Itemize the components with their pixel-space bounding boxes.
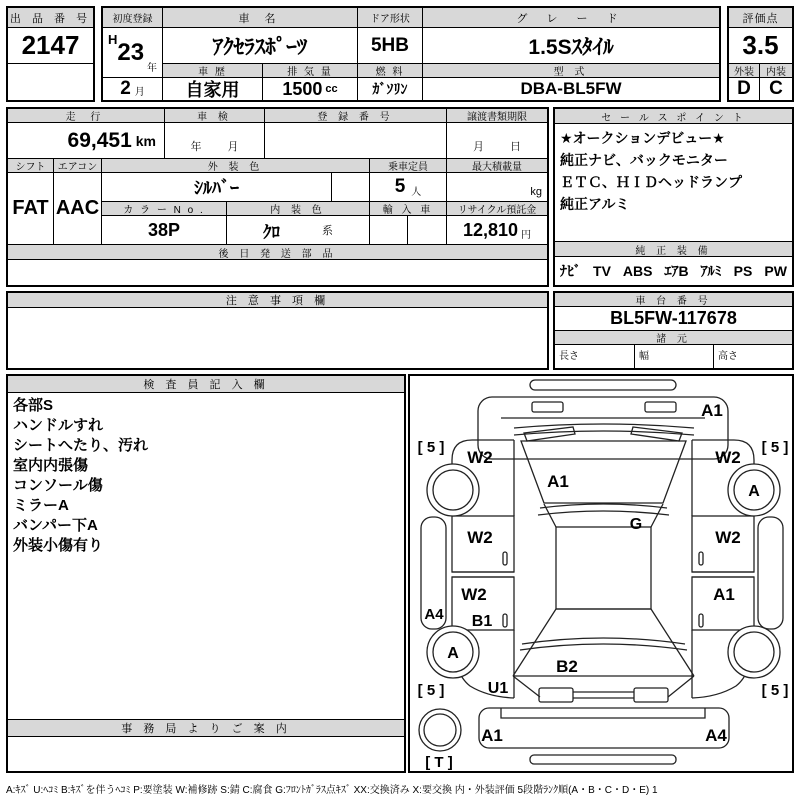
rear-bumper-step [501,708,705,718]
spare-tire-label: [ T ] [425,754,453,771]
shaken-label: 車 検 [165,109,265,123]
tire-depth-front-right: [ 5 ] [761,439,789,456]
shift-value: FAT [8,173,54,245]
equipment-item: ﾅﾋﾞ [560,263,581,279]
later-parts-value [8,260,547,285]
reg-month-unit: 月 [134,87,145,98]
capacity-unit: 人 [411,187,422,198]
first-registration-year [103,28,163,78]
lot-number-box [6,6,95,102]
first-registration-month [103,78,163,100]
damage-marker-a4-sill-left: A4 [424,606,444,623]
damage-marker-b1-door-rear-left: B1 [471,613,493,630]
sales-points-content [555,124,792,242]
equipment-item: ABS [622,263,653,279]
exterior-color-label: 外 装 色 [102,159,370,173]
registration-number-label: 登 録 番 号 [265,109,447,123]
wipers [524,427,682,441]
score-label: 評価点 [729,8,792,28]
inspector-note-line: 外装小傷有り [13,537,104,554]
inspector-box [6,374,406,773]
import-label: 輸 入 車 [370,202,447,216]
grade-value: 1.5Sｽﾀｲﾙ [423,28,719,64]
cowl-band [514,424,694,435]
inspector-note-line: 室内内張傷 [13,457,89,474]
mileage-value [8,123,165,159]
transfer-month-placeholder: 月 [473,141,484,153]
exterior-grade-value: D [729,78,760,100]
aircon-value: AAC [54,173,102,245]
mileage-label: 走 行 [8,109,165,123]
displacement-label: 排 気 量 [263,64,358,78]
door-handle-fl [503,552,507,565]
vehicle-header-table [101,6,721,102]
hatch-lower-sides [513,676,694,697]
score-value: 3.5 [729,28,792,64]
door-separators [452,572,754,577]
recycle-deposit-value [447,216,547,245]
chassis-number-label: 車 台 番 号 [555,293,792,307]
exterior-color-value: ｼﾙﾊﾞｰ [102,173,332,202]
equipment-row [555,257,792,285]
sales-point-line: 純正ナビ、バックモニター [560,152,728,168]
equipment-item: TV [593,263,611,279]
sales-point-line: ★オークションデビュー★ [560,130,725,146]
inspector-notes [8,393,404,720]
damage-marker-a4-bumper-right: A4 [705,726,727,745]
displacement-number: 1500 [282,78,323,99]
equipment-item: ｱﾙﾐ [700,263,722,279]
inspector-note-line: 各部S [13,397,54,414]
transfer-deadline-value [447,123,547,159]
registration-number-value [265,123,447,159]
notes-content [8,308,547,368]
fuel-label: 燃 料 [358,64,423,78]
first-registration-label: 初度登録 [103,8,163,28]
damage-diagram-box [408,374,794,773]
exterior-color-sub-cell [332,173,370,202]
mileage-number: 69,451 [67,128,132,152]
notes-label: 注 意 事 項 欄 [8,293,547,308]
hatch-band [520,638,687,650]
headlight-right [645,402,676,412]
interior-color-suffix: 系 [322,225,333,237]
displacement-unit: cc [325,83,338,95]
office-label: 事 務 局 よ り ご 案 内 [8,720,404,737]
spec-width-label: 幅 [635,345,714,368]
max-load-label: 最大積載量 [447,159,547,173]
lot-number-empty [8,64,93,100]
recycle-number: 12,810 [462,219,519,240]
inspector-note-line: ハンドルすれ [13,417,104,434]
transfer-day-placeholder: 日 [510,141,521,153]
reg-year-unit: 年 [147,63,158,74]
door-handle-fr [699,552,703,565]
a-pillars [544,504,663,527]
model-code-label: 型 式 [423,64,719,78]
specs-label: 諸 元 [555,331,792,345]
rear-hatch-glass [513,609,694,676]
chassis-number-value: BL5FW-117678 [555,307,792,331]
history-value: 自家用 [163,78,263,100]
damage-marker-a1-front: A1 [701,401,723,420]
equipment-item: ｴｱB [664,263,689,279]
recycle-deposit-label: リサイクル預託金 [447,202,547,216]
shaken-year-placeholder: 年 [190,141,202,153]
later-parts-label: 後 日 発 送 部 品 [8,245,547,260]
inspector-note-line: バンパー下A [13,517,98,534]
color-number-value: 38P [102,216,227,245]
door-shape-label: ドア形状 [358,8,423,28]
shaken-month-placeholder: 月 [227,141,239,153]
damage-code-legend: A:ｷｽﾞ U:ﾍｺﾐ B:ｷｽﾞを伴うﾍｺﾐ P:要塗装 W:補修跡 S:錆 C:腐食 G:ﾌﾛﾝﾄｶﾞﾗｽ点ｷｽﾞ XX:交換済み X:要交換 内・外装評価 5段階ﾗﾝｸ順(A・B・C・D・E) 1 [6,785,658,796]
damage-marker-u1-quarter-left: U1 [487,680,509,697]
notes-box [6,291,549,370]
damage-marker-a1-bumper-left: A1 [481,726,503,745]
interior-color-value [227,216,370,245]
sales-points-box [553,107,794,287]
damage-marker-a1-hood: A1 [547,472,569,491]
damage-marker-w2-door-front-right: W2 [715,528,741,547]
sill-right [758,517,783,629]
damage-marker-w2-fender-right: W2 [715,448,741,467]
rear-bar [530,755,676,764]
import-cell-1 [370,216,408,245]
sales-point-line: ＥＴＣ、ＨＩＤヘッドランプ [560,174,742,190]
door-handle-rl [503,614,507,627]
aircon-label: エアコン [54,159,102,173]
sales-points-label: セ ー ル ス ポ イ ン ト [555,109,792,124]
lot-number-label: 出 品 番 号 [8,8,93,28]
equipment-item: PS [733,263,753,279]
displacement-value [263,78,358,100]
capacity-number: 5 [394,176,406,197]
fuel-value: ｶﾞｿﾘﾝ [358,78,423,100]
windshield [521,441,686,503]
lot-number-value: 2147 [8,28,93,64]
car-damage-diagram [410,376,792,771]
damage-marker-w2-door-front-left: W2 [467,528,493,547]
roof [556,527,651,609]
inspector-note-line: シートへたり、汚れ [13,437,149,454]
max-load-value: kg [447,173,547,202]
interior-color-name: ｸﾛ [263,222,280,242]
tire-depth-rear-left: [ 5 ] [417,682,445,699]
import-cell-2 [408,216,447,245]
tire-depth-rear-right: [ 5 ] [761,682,789,699]
taillight-right [634,688,668,702]
reg-month: 2 [120,78,131,99]
taillight-connector [573,692,634,698]
damage-marker-a-wheel-front-right: A [748,483,760,500]
damage-marker-b2-hatch: B2 [556,657,578,676]
taillight-left [539,688,573,702]
spec-height-label: 高さ [718,351,738,362]
interior-color-label: 内 装 色 [227,202,370,216]
era-code: H [107,32,118,47]
reg-year: 23 [117,38,145,66]
chassis-box [553,291,794,370]
headlight-left [532,402,563,412]
door-handle-rr [699,614,703,627]
office-content [8,737,404,771]
status-table [6,107,549,287]
inspector-note-line: ミラーA [13,497,69,514]
wheel-rear-right [728,626,780,678]
shift-label: シフト [8,159,54,173]
equipment-item: PW [764,263,787,279]
car-name-label: 車 名 [163,8,358,28]
sales-point-line: 純正アルミ [560,196,630,212]
front-bumper-bar [530,380,676,390]
damage-marker-w2-fender-left: W2 [467,448,493,467]
rear-bumper [479,708,729,748]
tire-depth-front-left: [ 5 ] [417,439,445,456]
transfer-deadline-label: 譲渡書類期限 [447,109,547,123]
spec-length-label: 長さ [555,345,635,368]
damage-marker-a-wheel-rear-left: A [447,645,459,662]
recycle-unit: 円 [521,230,532,241]
damage-marker-g-glass: G [629,516,643,533]
door-shape-value: 5HB [358,28,423,64]
grade-label: グ レ ー ド [423,8,719,28]
wheel-front-left [427,464,479,516]
spare-tire-outer [419,709,461,751]
inspector-note-line: コンソール傷 [13,477,103,494]
car-name-value: ｱｸｾﾗｽﾎﾟｰﾂ [163,28,358,64]
color-number-label: カ ラ ー N o . [102,202,227,216]
damage-marker-w2-door-rear-left: W2 [461,585,487,604]
capacity-label: 乗車定員 [370,159,447,173]
score-box [727,6,794,102]
inspector-label: 検 査 員 記 入 欄 [8,376,404,393]
damage-marker-a1-door-rear-right: A1 [713,585,735,604]
interior-grade-label: 内装 [760,64,792,78]
capacity-value [370,173,447,202]
model-code-value: DBA-BL5FW [520,79,622,98]
interior-grade-value: C [769,78,783,99]
exterior-grade-label: 外装 [729,64,760,78]
windshield-lower-band [538,504,669,515]
shaken-value [165,123,265,159]
mileage-unit: km [135,132,156,149]
history-label: 車 歴 [163,64,263,78]
equipment-label: 純 正 装 備 [555,242,792,257]
